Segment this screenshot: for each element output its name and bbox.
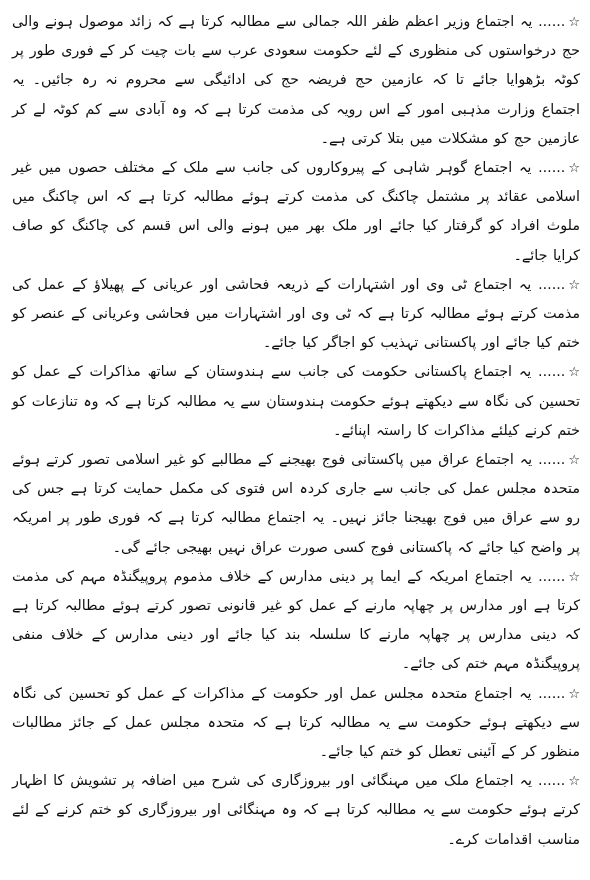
star-bullet-icon: ☆ — [568, 161, 581, 177]
star-bullet-icon: ☆ — [568, 774, 580, 790]
resolution-text: امریکہ کے ایما پر دینی مدارس کے خلاف مذموم پروپیگنڈہ مہم کی مذمت کرتا ہے اور مدارس پر چھاپہ مارنے کے عمل کو غیر قانونی تصور کرتے ہوئے مطالبہ کرتا ہے کہ دینی مدارس پر چھاپہ مارنے کا سلسلہ بند کیا جائے اور دینی مدارس کے خلاف منفی پروپیگنڈہ مہم ختم کی جائے۔ — [12, 568, 580, 673]
resolution-text: ملک میں مہنگائی اور بیروزگاری کی شرح میں اضافہ پر تشویش کا اظہار کرتے ہوئے حکومت سے یہ مطالبہ کرتا ہے کہ وہ مہنگائی اور بیروزگاری کو ختم کرنے کے لئے مناسب اقدامات کرے۔ — [12, 773, 580, 848]
resolution-lead: ...... یہ اجتماع — [473, 276, 566, 293]
resolution-lead: ...... یہ اجتماع — [474, 685, 566, 702]
resolution-text: ٹی وی اور اشتہارات کے ذریعہ فحاشی اور عریانی کے پھیلاؤ کے عمل کی مذمت کرتے ہوئے مطالبہ کرتا ہے کہ ٹی وی اور اشتہارات میں فحاشی وعریانی کے عنصر کو ختم کیا جائے اور پاکستانی تہذیب کو اجاگر کیا جائے۔ — [12, 276, 580, 352]
star-bullet-icon: ☆ — [568, 277, 581, 293]
resolution-paragraph — [12, 271, 580, 359]
star-bullet-icon: ☆ — [568, 365, 580, 381]
resolution-text: وزیر اعظم ظفر اللہ جمالی سے مطالبہ کرتا ہے کہ زائد موصول ہونے والی حج درخواستوں کی منظوری کے لئے حکومت سعودی عرب سے بات چیت کر کے فوری طور پر کوٹہ بڑھوایا جائے تا کہ عازمین حج فریضہ حج کی ادائیگی سے محروم نہ رہ جائیں۔ یہ اجتماع وزارت مذہبی امور کے اس رویہ کی مذمت کرتا ہے کہ وہ آبادی سے کم کوٹہ لے کر عازمین حج کو مشکلات میں بتلا کرتی ہے۔ — [12, 14, 580, 147]
resolution-text: متحدہ مجلس عمل اور حکومت کے مذاکرات کے عمل کو تحسین کی نگاہ سے دیکھتے ہوئے حکومت سے یہ مطالبہ کرتا ہے کہ متحدہ مجلس عمل کے جائز مطالبات منظور کر کے آئینی تعطل کو ختم کیا جائے۔ — [12, 685, 580, 761]
resolution-paragraph — [12, 358, 580, 446]
resolution-lead: ...... یہ اجتماع — [473, 364, 566, 381]
resolution-paragraph — [12, 767, 580, 855]
resolution-paragraph — [12, 563, 580, 680]
resolution-text: گوہر شاہی کے پیروکاروں کی جانب سے ملک کے مختلف حصوں میں غیر اسلامی عقائد پر مشتمل چاکنگ کی مذمت کرتے ہوئے مطالبہ کرتا ہے کہ اس چاکنگ میں ملوث افراد کو گرفتار کیا جائے اور ملک بھر میں ہونے والی اس قسم کی چاکنگ کو صاف کرایا جائے۔ — [12, 160, 580, 264]
resolution-text: عراق میں پاکستانی فوج بھیجنے کے مطالبے کو غیر اسلامی تصور کرتے ہوئے متحدہ مجلس عمل کی جانب سے جاری کردہ اس فتوی کی مکمل حمایت کرتا ہے جس کی رو سے عراق میں فوج بھیجنا جائز نہیں۔ یہ اجتماع مطالبہ کرتا ہے کہ فوری طور پر امریکہ پر واضح کیا جائے کہ پاکستانی فوج کسی صورت عراق نہیں بھیجی جائے گی۔ — [12, 452, 580, 556]
resolution-lead: ...... یہ اجتماع — [475, 452, 566, 469]
resolution-lead: ...... یہ اجتماع — [475, 773, 566, 790]
resolution-lead: ...... یہ اجتماع — [474, 568, 566, 585]
star-bullet-icon: ☆ — [568, 569, 581, 585]
star-bullet-icon: ☆ — [568, 686, 580, 702]
resolution-paragraph — [12, 680, 580, 768]
resolution-lead: ...... یہ اجتماع — [475, 14, 566, 30]
star-bullet-icon: ☆ — [568, 453, 580, 469]
resolution-text: پاکستانی حکومت کی جانب سے ہندوستان کے ساتھ مذاکرات کے عمل کو تحسین کی نگاہ سے دیکھتے ہوئے حکومت ہندوستان سے یہ مطالبہ کرتا ہے کہ وہ تنازعات کو ختم کرنے کیلئے مذاکرات کا راستہ اپنائے۔ — [12, 364, 580, 439]
resolution-paragraph — [12, 8, 580, 154]
resolution-paragraph — [12, 446, 580, 563]
star-bullet-icon: ☆ — [568, 15, 580, 30]
resolution-lead: ...... یہ اجتماع — [473, 160, 566, 177]
resolution-paragraph — [12, 154, 580, 271]
